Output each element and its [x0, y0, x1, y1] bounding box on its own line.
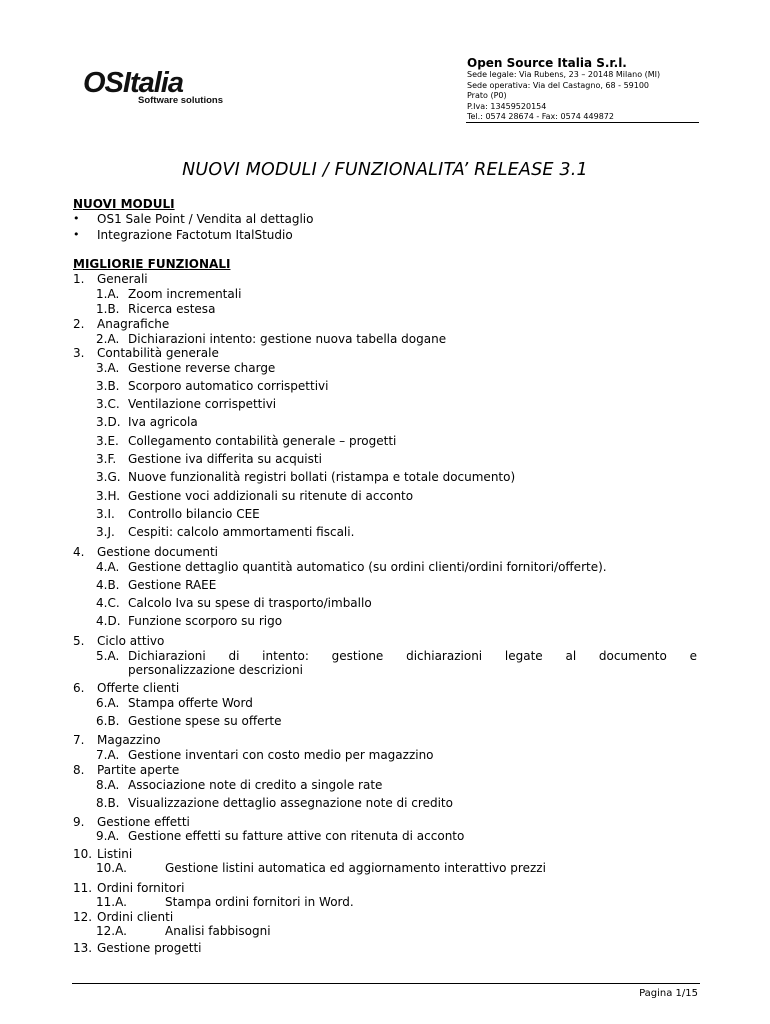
- list-item-number: 6.A.: [96, 696, 120, 710]
- company-address-city: Prato (P0): [467, 91, 507, 100]
- list-item: Gestione progetti: [97, 941, 202, 955]
- list-item-number: 6.: [73, 681, 85, 695]
- list-item-number: 2.: [73, 317, 85, 331]
- list-item-number: 3.C.: [96, 397, 120, 411]
- list-subitem: Stampa offerte Word: [128, 696, 253, 710]
- list-item: Ciclo attivo: [97, 634, 165, 648]
- list-item-number: 3.G.: [96, 470, 121, 484]
- list-item-number: 3.F.: [96, 452, 117, 466]
- list-item-number: 13.: [73, 941, 93, 955]
- list-item-number: 1.B.: [96, 302, 120, 316]
- list-subitem: Zoom incrementali: [128, 287, 242, 301]
- list-subitem: Analisi fabbisogni: [165, 924, 271, 938]
- list-subitem: Dichiarazioni di intento: gestione dichiarazioni legate al documento e: [128, 649, 697, 663]
- list-item-number: 10.: [73, 847, 93, 861]
- bullet-icon: •: [73, 228, 80, 241]
- list-subitem: Ventilazione corrispettivi: [128, 397, 277, 411]
- list-subitem: Ricerca estesa: [128, 302, 216, 316]
- list-item-number: 12.: [73, 910, 93, 924]
- list-subitem: Gestione effetti su fatture attive con ritenuta di acconto: [128, 829, 465, 843]
- list-item-number: 3.H.: [96, 489, 121, 503]
- list-subitem: Iva agricola: [128, 415, 198, 429]
- list-subitem: Gestione iva differita su acquisti: [128, 452, 322, 466]
- list-item-number: 6.B.: [96, 714, 120, 728]
- list-item: Integrazione Factotum ItalStudio: [97, 228, 293, 242]
- page-title: NUOVI MODULI / FUNZIONALITA’ RELEASE 3.1: [182, 160, 588, 180]
- company-address-legal: Sede legale: Via Rubens, 23 – 20148 Milano (MI): [467, 70, 661, 79]
- company-address-operative: Sede operativa: Via del Castagno, 68 - 59100: [467, 80, 650, 90]
- list-subitem: Scorporo automatico corrispettivi: [128, 379, 329, 393]
- list-subitem: Gestione dettaglio quantità automatico (su ordini clienti/ordini fornitori/offerte).: [128, 560, 607, 574]
- list-item-number: 9.: [73, 815, 85, 829]
- list-item: Listini: [97, 847, 133, 861]
- list-item: Partite aperte: [97, 763, 180, 777]
- list-subitem: Gestione listini automatica ed aggiornamento interattivo prezzi: [165, 861, 546, 875]
- list-item-number: 4.C.: [96, 596, 120, 610]
- list-subitem: Calcolo Iva su spese di trasporto/imballo: [128, 596, 372, 610]
- list-subitem: Dichiarazioni intento: gestione nuova tabella dogane: [128, 332, 447, 346]
- company-name: Open Source Italia S.r.l.: [467, 56, 627, 70]
- section-heading-migliorie: MIGLIORIE FUNZIONALI: [73, 257, 231, 271]
- list-item: Gestione effetti: [97, 815, 190, 829]
- list-item-number: 11.A.: [96, 895, 127, 909]
- company-logo: [83, 68, 243, 108]
- list-subitem: Gestione voci addizionali su ritenute di acconto: [128, 489, 414, 503]
- list-item-number: 7.: [73, 733, 85, 747]
- list-item-number: 3.B.: [96, 379, 120, 393]
- logo-tagline: Software solutions: [138, 95, 223, 106]
- list-item-number: 2.A.: [96, 332, 120, 346]
- list-item-number: 4.D.: [96, 614, 121, 628]
- list-item: Generali: [97, 272, 148, 286]
- list-subitem: Stampa ordini fornitori in Word.: [165, 895, 354, 909]
- list-item-number: 7.A.: [96, 748, 120, 762]
- section-heading-nuovi-moduli: NUOVI MODULI: [73, 197, 175, 211]
- list-subitem: Associazione note di credito a singole rate: [128, 778, 383, 792]
- list-item: Anagrafiche: [97, 317, 170, 331]
- list-item: Magazzino: [97, 733, 161, 747]
- list-item-number: 3.J.: [96, 525, 115, 539]
- list-item-number: 4.B.: [96, 578, 120, 592]
- page-number: Pagina 1/15: [639, 988, 698, 999]
- list-subitem: Gestione RAEE: [128, 578, 217, 592]
- list-item-number: 10.A.: [96, 861, 127, 875]
- list-item-number: 8.A.: [96, 778, 120, 792]
- list-subitem: Funzione scorporo su rigo: [128, 614, 283, 628]
- list-item-number: 5.: [73, 634, 85, 648]
- list-item-number: 8.B.: [96, 796, 120, 810]
- list-item-number: 3.E.: [96, 434, 119, 448]
- list-subitem: Gestione spese su offerte: [128, 714, 282, 728]
- company-info: [467, 56, 699, 123]
- header-divider: [466, 122, 699, 123]
- list-subitem: Gestione inventari con costo medio per magazzino: [128, 748, 434, 762]
- list-item-number: 3.I.: [96, 507, 115, 521]
- list-item-number: 9.A.: [96, 829, 120, 843]
- list-subitem: Visualizzazione dettaglio assegnazione note di credito: [128, 796, 453, 810]
- list-item: Ordini clienti: [97, 910, 174, 924]
- logo-wordmark: OSItalia: [83, 67, 183, 99]
- list-item-number: 4.: [73, 545, 85, 559]
- list-item: OS1 Sale Point / Vendita al dettaglio: [97, 212, 314, 226]
- list-item-number: 3.D.: [96, 415, 121, 429]
- company-phone-fax: Tel.: 0574 28674 - Fax: 0574 449872: [467, 112, 614, 121]
- list-subitem: Collegamento contabilità generale – progetti: [128, 434, 397, 448]
- list-item-number: 12.A.: [96, 924, 127, 938]
- list-subitem: Controllo bilancio CEE: [128, 507, 260, 521]
- list-item-number: 5.A.: [96, 649, 120, 663]
- list-item-number: 11.: [73, 881, 93, 895]
- list-subitem: Cespiti: calcolo ammortamenti fiscali.: [128, 525, 355, 539]
- list-subitem: Nuove funzionalità registri bollati (ristampa e totale documento): [128, 470, 516, 484]
- footer-divider: [72, 983, 700, 984]
- list-subitem: Gestione reverse charge: [128, 361, 276, 375]
- list-item-number: 3.A.: [96, 361, 120, 375]
- company-vat: P.Iva: 13459520154: [467, 101, 547, 111]
- bullet-icon: •: [73, 212, 80, 225]
- list-item: Offerte clienti: [97, 681, 180, 695]
- list-subitem: personalizzazione descrizioni: [128, 663, 303, 677]
- list-item-number: 1.: [73, 272, 85, 286]
- list-item: Contabilità generale: [97, 346, 219, 360]
- list-item-number: 1.A.: [96, 287, 120, 301]
- list-item: Ordini fornitori: [97, 881, 185, 895]
- list-item-number: 3.: [73, 346, 85, 360]
- list-item-number: 8.: [73, 763, 85, 777]
- list-item-number: 4.A.: [96, 560, 120, 574]
- list-item: Gestione documenti: [97, 545, 218, 559]
